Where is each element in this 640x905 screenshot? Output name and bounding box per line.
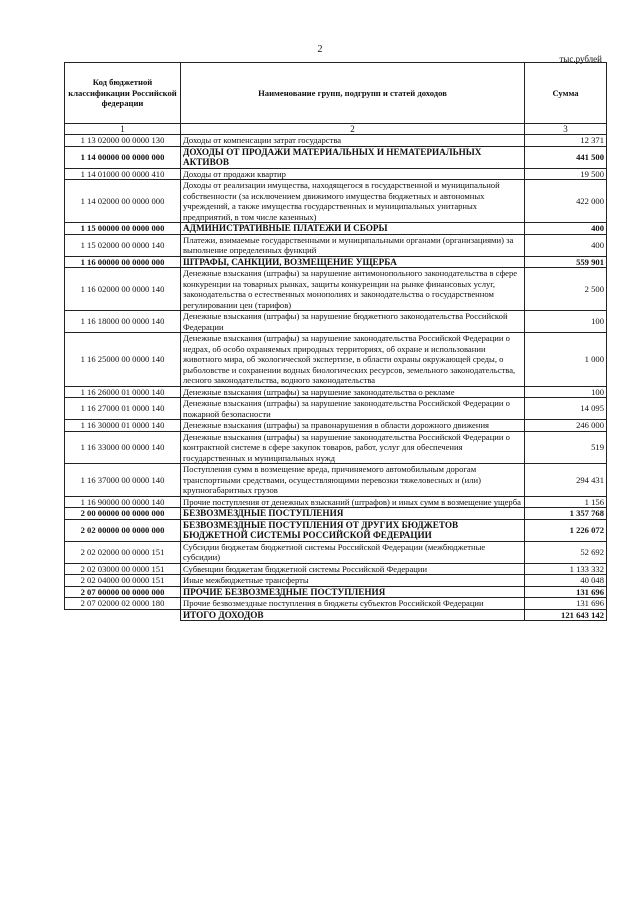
code-cell: 1 16 37000 00 0000 140 <box>65 464 181 497</box>
header-name: Наименование групп, подгрупп и статей доходов <box>181 63 525 124</box>
table-row <box>65 586 607 598</box>
amount-cell: 400 <box>525 223 607 235</box>
amount-cell: 1 226 072 <box>525 519 607 541</box>
table-row <box>65 234 607 256</box>
name-cell: Прочие безвозмездные поступления в бюджеты субъектов Российской Федерации <box>181 598 525 610</box>
amount-cell: 559 901 <box>525 256 607 268</box>
name-cell: Денежные взыскания (штрафы) за нарушение законодательства о рекламе <box>181 386 525 398</box>
table-row <box>65 135 607 147</box>
name-cell: Прочие поступления от денежных взысканий (штрафов) и иных сумм в возмещение ущерба <box>181 496 525 508</box>
amount-cell: 1 357 768 <box>525 508 607 520</box>
table-row <box>65 333 607 387</box>
table-row <box>65 168 607 180</box>
name-cell: АДМИНИСТРАТИВНЫЕ ПЛАТЕЖИ И СБОРЫ <box>181 223 525 235</box>
header-num-3: 3 <box>525 124 607 135</box>
header-num-2: 2 <box>181 124 525 135</box>
table-row <box>65 256 607 268</box>
name-cell: Денежные взыскания (штрафы) за правонарушения в области дорожного движения <box>181 420 525 432</box>
table-row <box>65 223 607 235</box>
code-cell: 1 16 27000 01 0000 140 <box>65 398 181 420</box>
table-row <box>65 464 607 497</box>
code-cell: 1 13 02000 00 0000 130 <box>65 135 181 147</box>
header-amount: Сумма <box>525 63 607 124</box>
amount-cell: 1 133 332 <box>525 563 607 575</box>
name-cell: Доходы от реализации имущества, находящегося в государственной и муниципальной собственности (за исключением движимого имущества бюджетных и автономных учреждений, а также имущества государственных и муниципальных унитарных предприятий, в том числе казенных) <box>181 180 525 223</box>
table-body <box>65 135 607 610</box>
amount-cell: 19 500 <box>525 168 607 180</box>
code-cell: 1 16 25000 00 0000 140 <box>65 333 181 387</box>
name-cell: Доходы от продажи квартир <box>181 168 525 180</box>
name-cell: ШТРАФЫ, САНКЦИИ, ВОЗМЕЩЕНИЕ УЩЕРБА <box>181 256 525 268</box>
code-cell: 1 14 02000 00 0000 000 <box>65 180 181 223</box>
amount-cell: 294 431 <box>525 464 607 497</box>
total-code-cell <box>65 609 181 621</box>
code-cell: 1 16 33000 00 0000 140 <box>65 431 181 464</box>
amount-cell: 1 000 <box>525 333 607 387</box>
code-cell: 2 02 00000 00 0000 000 <box>65 519 181 541</box>
amount-cell: 2 500 <box>525 268 607 311</box>
code-cell: 2 02 02000 00 0000 151 <box>65 541 181 563</box>
code-cell: 1 15 02000 00 0000 140 <box>65 234 181 256</box>
name-cell: БЕЗВОЗМЕЗДНЫЕ ПОСТУПЛЕНИЯ <box>181 508 525 520</box>
table-row <box>65 519 607 541</box>
table-row <box>65 575 607 587</box>
table-row <box>65 146 607 168</box>
amount-cell: 441 500 <box>525 146 607 168</box>
amount-cell: 100 <box>525 311 607 333</box>
name-cell: Денежные взыскания (штрафы) за нарушение антимонопольного законодательства в сфере конкуренции на товарных рынках, защиты конкуренции на рынке финансовых услуг, законодательства о естественных монополиях и законодательства о государственном регулировании цен (тарифов) <box>181 268 525 311</box>
amount-cell: 422 000 <box>525 180 607 223</box>
units-label: тыс.рублей <box>559 54 602 64</box>
amount-cell: 131 696 <box>525 586 607 598</box>
name-cell: Доходы от компенсации затрат государства <box>181 135 525 147</box>
total-amount: 121 643 142 <box>525 609 607 621</box>
code-cell: 1 16 02000 00 0000 140 <box>65 268 181 311</box>
table-row <box>65 180 607 223</box>
code-cell: 2 07 00000 00 0000 000 <box>65 586 181 598</box>
name-cell: Платежи, взимаемые государственными и муниципальными органами (организациями) за выполнение определенных функций <box>181 234 525 256</box>
name-cell: Иные межбюджетные трансферты <box>181 575 525 587</box>
table-row <box>65 311 607 333</box>
table-row <box>65 508 607 520</box>
total-label: ИТОГО ДОХОДОВ <box>181 609 525 621</box>
table-row <box>65 431 607 464</box>
code-cell: 1 16 26000 01 0000 140 <box>65 386 181 398</box>
revenue-table <box>64 62 607 621</box>
amount-cell: 14 095 <box>525 398 607 420</box>
amount-cell: 12 371 <box>525 135 607 147</box>
amount-cell: 246 000 <box>525 420 607 432</box>
name-cell: Денежные взыскания (штрафы) за нарушение законодательства Российской Федерации о контрактной системе в сфере закупок товаров, работ, услуг для обеспечения государственных и муниципальных нужд <box>181 431 525 464</box>
name-cell: Денежные взыскания (штрафы) за нарушение законодательства Российской Федерации о недрах, об особо охраняемых природных территориях, об охране и использовании животного мира, об экологической экспертизе, в области охраны окружающей среды, о рыболовстве и сохранении водных биологических ресурсов, земельного законодательства, лесного законодательства, водного законодательства <box>181 333 525 387</box>
table-row <box>65 420 607 432</box>
table-row <box>65 268 607 311</box>
table-row <box>65 398 607 420</box>
table-row <box>65 598 607 610</box>
amount-cell: 519 <box>525 431 607 464</box>
code-cell: 1 16 90000 00 0000 140 <box>65 496 181 508</box>
header-num-1: 1 <box>65 124 181 135</box>
code-cell: 1 14 01000 00 0000 410 <box>65 168 181 180</box>
amount-cell: 52 692 <box>525 541 607 563</box>
code-cell: 1 16 30000 01 0000 140 <box>65 420 181 432</box>
amount-cell: 40 048 <box>525 575 607 587</box>
amount-cell: 131 696 <box>525 598 607 610</box>
table-row <box>65 541 607 563</box>
code-cell: 2 02 03000 00 0000 151 <box>65 563 181 575</box>
name-cell: Денежные взыскания (штрафы) за нарушение законодательства Российской Федерации о пожарной безопасности <box>181 398 525 420</box>
table-row <box>65 496 607 508</box>
code-cell: 1 15 00000 00 0000 000 <box>65 223 181 235</box>
total-row <box>65 609 607 621</box>
amount-cell: 400 <box>525 234 607 256</box>
name-cell: ПРОЧИЕ БЕЗВОЗМЕЗДНЫЕ ПОСТУПЛЕНИЯ <box>181 586 525 598</box>
page-number: 2 <box>317 44 323 55</box>
code-cell: 1 14 00000 00 0000 000 <box>65 146 181 168</box>
table-row <box>65 563 607 575</box>
code-cell: 1 16 18000 00 0000 140 <box>65 311 181 333</box>
name-cell: Денежные взыскания (штрафы) за нарушение бюджетного законодательства Российской Федерации <box>181 311 525 333</box>
name-cell: БЕЗВОЗМЕЗДНЫЕ ПОСТУПЛЕНИЯ ОТ ДРУГИХ БЮДЖЕТОВ БЮДЖЕТНОЙ СИСТЕМЫ РОССИЙСКОЙ ФЕДЕРАЦИИ <box>181 519 525 541</box>
code-cell: 2 07 02000 02 0000 180 <box>65 598 181 610</box>
name-cell: Субсидии бюджетам бюджетной системы Российской Федерации (межбюджетные субсидии) <box>181 541 525 563</box>
code-cell: 2 00 00000 00 0000 000 <box>65 508 181 520</box>
table-row <box>65 386 607 398</box>
amount-cell: 1 156 <box>525 496 607 508</box>
name-cell: Поступления сумм в возмещение вреда, причиняемого автомобильным дорогам транспортными средствами, осуществляющими перевозки тяжеловесных и (или) крупногабаритных грузов <box>181 464 525 497</box>
amount-cell: 100 <box>525 386 607 398</box>
code-cell: 2 02 04000 00 0000 151 <box>65 575 181 587</box>
code-cell: 1 16 00000 00 0000 000 <box>65 256 181 268</box>
header-code: Код бюджетной классификации Российской федерации <box>65 63 181 124</box>
name-cell: ДОХОДЫ ОТ ПРОДАЖИ МАТЕРИАЛЬНЫХ И НЕМАТЕРИАЛЬНЫХ АКТИВОВ <box>181 146 525 168</box>
name-cell: Субвенции бюджетам бюджетной системы Российской Федерации <box>181 563 525 575</box>
